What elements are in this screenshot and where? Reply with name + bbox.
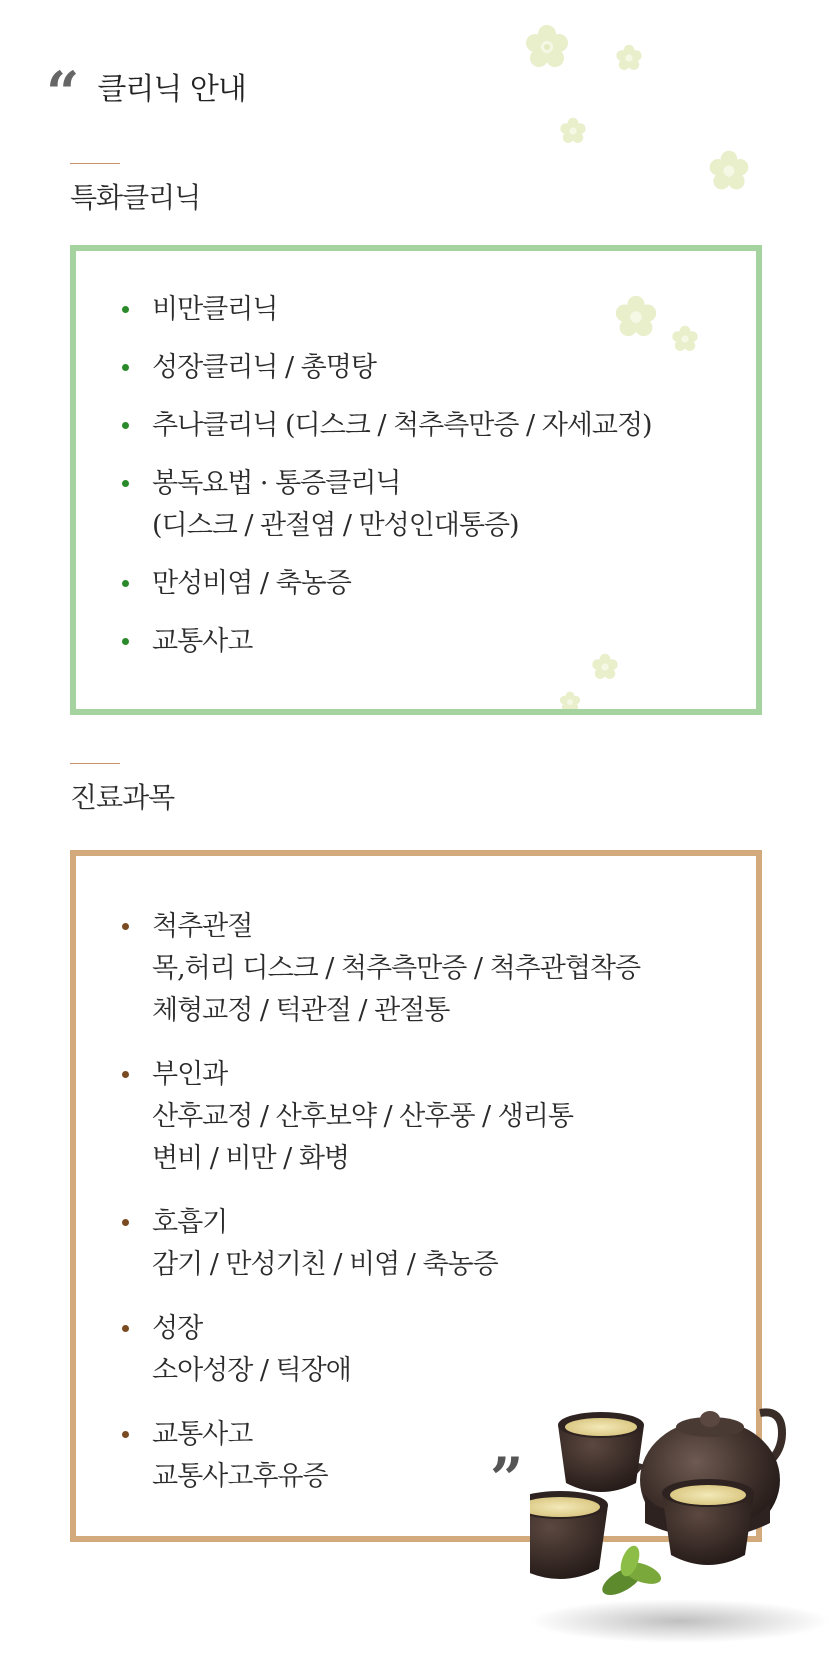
bullet-icon xyxy=(122,580,129,587)
bullet-icon xyxy=(122,1431,129,1438)
list-item-detail: 체형교정 / 턱관절 / 관절통 xyxy=(152,995,450,1026)
teaset-illustration xyxy=(530,1385,830,1645)
list-item-title: 봉독요법 · 통증클리닉 xyxy=(152,468,401,499)
flower-icon xyxy=(558,116,588,146)
flower-icon xyxy=(706,148,752,194)
list-item xyxy=(122,621,736,663)
section-title: 진료과목 xyxy=(70,781,175,814)
bullet-icon xyxy=(122,422,129,429)
flower-icon xyxy=(522,22,572,72)
list-item-detail: 소아성장 / 틱장애 xyxy=(152,1355,351,1386)
list-item xyxy=(122,906,736,1032)
page-title: 클리닉 안내 xyxy=(97,72,246,107)
heading-rule xyxy=(70,163,120,164)
bullet-icon xyxy=(122,1071,129,1078)
list-item-title: 교통사고 xyxy=(152,1419,253,1450)
special-clinic-list xyxy=(122,289,736,679)
flower-icon xyxy=(614,43,644,73)
list-item xyxy=(122,463,736,547)
special-clinic-heading xyxy=(70,163,200,216)
list-item-detail: 변비 / 비만 / 화병 xyxy=(152,1143,350,1174)
list-item-title: 추나클리닉 (디스크 / 척추측만증 / 자세교정) xyxy=(152,410,652,441)
page-header xyxy=(46,59,246,127)
list-item-title: 교통사고 xyxy=(152,626,253,657)
list-item xyxy=(122,563,736,605)
heading-rule xyxy=(70,763,120,764)
list-item-title: 비만클리닉 xyxy=(152,294,278,325)
bullet-icon xyxy=(122,923,129,930)
list-item-title: 성장클리닉 / 총명탕 xyxy=(152,352,376,383)
list-item-detail: 교통사고후유증 xyxy=(152,1461,328,1492)
list-item-title: 척추관절 xyxy=(152,911,253,942)
list-item xyxy=(122,347,736,389)
bullet-icon xyxy=(122,638,129,645)
section-title: 특화클리닉 xyxy=(70,181,201,214)
bullet-icon xyxy=(122,1219,129,1226)
bullet-icon xyxy=(122,364,129,371)
quote-close-icon: ” xyxy=(490,1445,520,1513)
list-item-detail: (디스크 / 관절염 / 만성인대통증) xyxy=(152,510,519,541)
list-item-detail: 산후교정 / 산후보약 / 산후풍 / 생리통 xyxy=(152,1101,573,1132)
bullet-icon xyxy=(122,480,129,487)
special-clinic-box xyxy=(70,245,762,715)
list-item xyxy=(122,289,736,331)
list-item-title: 성장 xyxy=(152,1313,203,1344)
list-item-title: 호흡기 xyxy=(152,1207,228,1238)
list-item xyxy=(122,1202,736,1286)
list-item xyxy=(122,405,736,447)
list-item-detail: 감기 / 만성기친 / 비염 / 축농증 xyxy=(152,1249,498,1280)
list-item-detail: 목,허리 디스크 / 척추측만증 / 척추관협착증 xyxy=(152,953,641,984)
list-item-title: 만성비염 / 축농증 xyxy=(152,568,351,599)
quote-open-icon: “ xyxy=(46,59,76,127)
departments-heading xyxy=(70,763,174,816)
bullet-icon xyxy=(122,1325,129,1332)
list-item-title: 부인과 xyxy=(152,1059,228,1090)
list-item xyxy=(122,1054,736,1180)
bullet-icon xyxy=(122,306,129,313)
list-item xyxy=(122,1308,736,1392)
